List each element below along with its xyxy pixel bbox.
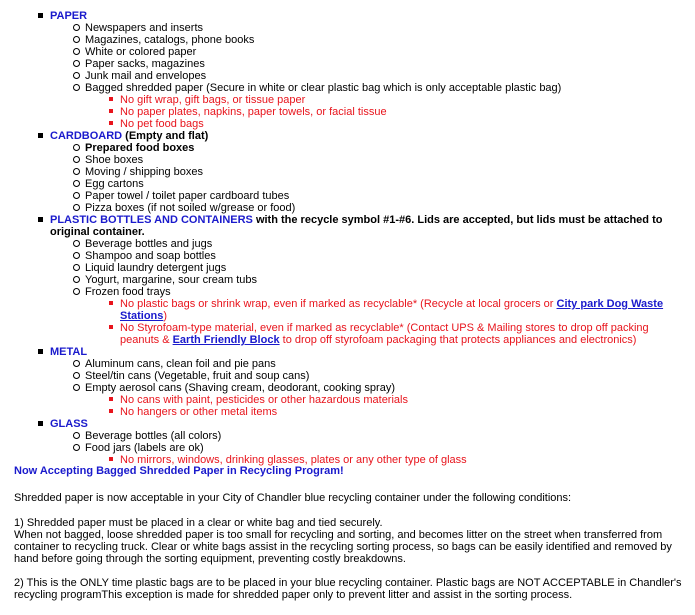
list-item: Newspapers and inserts (50, 22, 681, 34)
list-item: Prepared food boxes (50, 142, 681, 154)
list-item (50, 382, 681, 418)
list-item: Junk mail and envelopes (50, 70, 681, 82)
list-item: Egg cartons (50, 178, 681, 190)
recycling-categories-list (0, 10, 695, 466)
glass-items (50, 430, 681, 466)
category-metal (0, 346, 695, 418)
category-note: (Empty and flat) (122, 130, 209, 142)
list-item (50, 82, 681, 130)
category-paper (0, 10, 695, 130)
list-item: Yogurt, margarine, sour cream tubs (50, 274, 681, 286)
list-item-text: Food jars (labels are ok) (85, 442, 204, 454)
category-title: CARDBOARD (50, 130, 123, 142)
paper-exclusions (85, 94, 681, 130)
list-item: Paper towel / toilet paper cardboard tubes (50, 190, 681, 202)
paper-items (50, 22, 681, 130)
exclusion-item: No gift wrap, gift bags, or tissue paper (85, 94, 681, 106)
cardboard-items (50, 142, 681, 214)
dog-waste-stations-link[interactable]: City park Dog Waste Stations (120, 298, 664, 322)
announcement-intro: Shredded paper is now acceptable in your City of Chandler blue recycling container under the following conditions: (14, 492, 572, 504)
list-item (50, 286, 681, 346)
metal-items (50, 358, 681, 418)
exclusion-item (85, 298, 681, 322)
exclusion-text: to drop off styrofoam packaging that protects appliances and electronics) (279, 334, 637, 346)
earth-friendly-block-link[interactable]: Earth Friendly Block (172, 334, 280, 346)
condition-1 (14, 517, 686, 565)
condition-1-body: When not bagged, loose shredded paper is too small for recycling and sorting, and becomes litter on the street when transferred from container to recycling truck. Clear or white bags assist in the recycling sorting process, so bags can be easily identified and removed by hand before going through the sorting equipment, preventing costly breakdowns. (14, 529, 672, 565)
announcement-heading: Now Accepting Bagged Shredded Paper in Recycling Program! (14, 465, 344, 477)
category-title: PLASTIC BOTTLES AND CONTAINERS (50, 214, 253, 226)
list-item-text: Frozen food trays (85, 286, 171, 298)
category-title: PAPER (50, 10, 88, 22)
exclusion-item: No paper plates, napkins, paper towels, or facial tissue (85, 106, 681, 118)
list-item: Steel/tin cans (Vegetable, fruit and soup cans) (50, 370, 681, 382)
exclusion-text: No Styrofoam-type material, even if marked as recyclable* (Contact UPS & Mailing stores to drop off packing peanuts & (120, 322, 649, 346)
exclusion-item: No cans with paint, pesticides or other hazardous materials (85, 394, 681, 406)
plastic-exclusions (85, 298, 681, 346)
plastic-items (50, 238, 681, 346)
list-item: Liquid laundry detergent jugs (50, 262, 681, 274)
list-item: Moving / shipping boxes (50, 166, 681, 178)
category-glass (0, 418, 695, 466)
list-item: Beverage bottles and jugs (50, 238, 681, 250)
category-plastic (0, 214, 695, 346)
list-item: Magazines, catalogs, phone books (50, 34, 681, 46)
list-item (50, 442, 681, 466)
category-title: GLASS (50, 418, 88, 430)
list-item-text: Empty aerosol cans (Shaving cream, deodorant, cooking spray) (85, 382, 395, 394)
list-item: Paper sacks, magazines (50, 58, 681, 70)
exclusion-item: No mirrors, windows, drinking glasses, plates or any other type of glass (85, 454, 681, 466)
exclusion-text: ) (163, 310, 168, 322)
list-item: Pizza boxes (if not soiled w/grease or food) (50, 202, 681, 214)
exclusion-item (85, 322, 681, 346)
list-item: Aluminum cans, clean foil and pie pans (50, 358, 681, 370)
list-item: Shampoo and soap bottles (50, 250, 681, 262)
list-item: Beverage bottles (all colors) (50, 430, 681, 442)
metal-exclusions (85, 394, 681, 418)
category-note: with the recycle symbol #1-#6. Lids are accepted, but lids must be attached to original container. (50, 214, 663, 238)
list-item: Shoe boxes (50, 154, 681, 166)
list-item: White or colored paper (50, 46, 681, 58)
condition-1-title: 1) Shredded paper must be placed in a clear or white bag and tied securely. (14, 517, 383, 529)
condition-2: 2) This is the ONLY time plastic bags are to be placed in your blue recycling container. Plastic bags are NOT ACCEPTABLE in Chandler's recycling programThis exception is made for shredded paper only to prevent litter and assist in the sorting process. (14, 577, 682, 601)
category-title: METAL (50, 346, 88, 358)
category-cardboard (0, 130, 695, 214)
list-item-text: Bagged shredded paper (Secure in white or clear plastic bag which is only acceptable plastic bag) (85, 82, 562, 94)
exclusion-item: No pet food bags (85, 118, 681, 130)
exclusion-item: No hangers or other metal items (85, 406, 681, 418)
exclusion-text: No plastic bags or shrink wrap, even if marked as recyclable* (Recycle at local grocers or (120, 298, 557, 310)
